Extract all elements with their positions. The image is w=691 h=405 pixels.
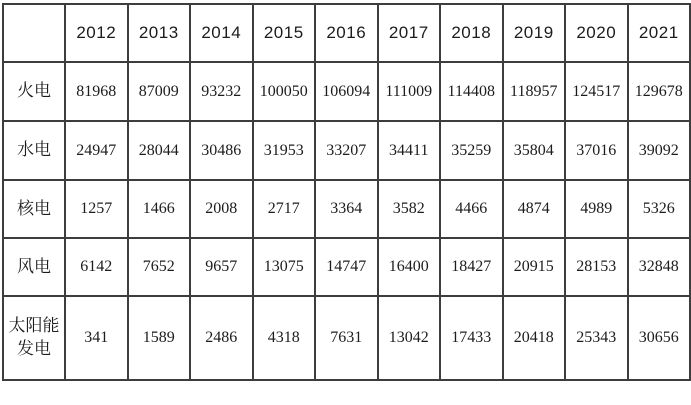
value-cell: 2008: [190, 180, 253, 238]
value-cell: 30656: [628, 296, 691, 380]
row-label-cell: 太阳能发电: [3, 296, 65, 380]
value-cell: 6142: [65, 238, 128, 296]
value-cell: 31953: [253, 121, 316, 180]
value-cell: 4318: [253, 296, 316, 380]
value-cell: 30486: [190, 121, 253, 180]
value-cell: 9657: [190, 238, 253, 296]
value-cell: 18427: [440, 238, 503, 296]
value-cell: 4466: [440, 180, 503, 238]
value-cell: 93232: [190, 62, 253, 121]
year-header-cell: 2012: [65, 4, 128, 62]
year-header-cell: 2013: [128, 4, 191, 62]
value-cell: 2486: [190, 296, 253, 380]
year-header-cell: 2014: [190, 4, 253, 62]
value-cell: 4874: [503, 180, 566, 238]
value-cell: 13075: [253, 238, 316, 296]
value-cell: 28044: [128, 121, 191, 180]
value-cell: 1589: [128, 296, 191, 380]
year-header-cell: 2021: [628, 4, 691, 62]
value-cell: 37016: [565, 121, 628, 180]
row-label-cell: 火电: [3, 62, 65, 121]
table-row: [3, 238, 690, 296]
value-cell: 114408: [440, 62, 503, 121]
value-cell: 7631: [315, 296, 378, 380]
value-cell: 100050: [253, 62, 316, 121]
row-label-cell: 核电: [3, 180, 65, 238]
value-cell: 7652: [128, 238, 191, 296]
year-header-cell: 2018: [440, 4, 503, 62]
row-label-cell: 水电: [3, 121, 65, 180]
year-header-cell: 2017: [378, 4, 441, 62]
year-header-cell: 2016: [315, 4, 378, 62]
year-header-cell: 2019: [503, 4, 566, 62]
value-cell: 5326: [628, 180, 691, 238]
table-header: [3, 4, 690, 62]
value-cell: 3582: [378, 180, 441, 238]
value-cell: 81968: [65, 62, 128, 121]
table-row: [3, 296, 690, 380]
value-cell: 2717: [253, 180, 316, 238]
table-row: [3, 180, 690, 238]
value-cell: 3364: [315, 180, 378, 238]
value-cell: 87009: [128, 62, 191, 121]
value-cell: 4989: [565, 180, 628, 238]
corner-cell: [3, 4, 65, 62]
value-cell: 124517: [565, 62, 628, 121]
value-cell: 14747: [315, 238, 378, 296]
value-cell: 24947: [65, 121, 128, 180]
value-cell: 25343: [565, 296, 628, 380]
year-header-cell: 2020: [565, 4, 628, 62]
row-label-cell: 风电: [3, 238, 65, 296]
value-cell: 1466: [128, 180, 191, 238]
value-cell: 341: [65, 296, 128, 380]
table-row: [3, 121, 690, 180]
value-cell: 20915: [503, 238, 566, 296]
table-row: [3, 62, 690, 121]
value-cell: 39092: [628, 121, 691, 180]
value-cell: 35804: [503, 121, 566, 180]
value-cell: 118957: [503, 62, 566, 121]
value-cell: 35259: [440, 121, 503, 180]
value-cell: 16400: [378, 238, 441, 296]
value-cell: 33207: [315, 121, 378, 180]
value-cell: 106094: [315, 62, 378, 121]
value-cell: 1257: [65, 180, 128, 238]
value-cell: 13042: [378, 296, 441, 380]
value-cell: 129678: [628, 62, 691, 121]
value-cell: 111009: [378, 62, 441, 121]
value-cell: 17433: [440, 296, 503, 380]
value-cell: 32848: [628, 238, 691, 296]
value-cell: 34411: [378, 121, 441, 180]
year-header-cell: 2015: [253, 4, 316, 62]
value-cell: 20418: [503, 296, 566, 380]
value-cell: 28153: [565, 238, 628, 296]
power-generation-table: [2, 3, 691, 381]
header-row: [3, 4, 690, 62]
